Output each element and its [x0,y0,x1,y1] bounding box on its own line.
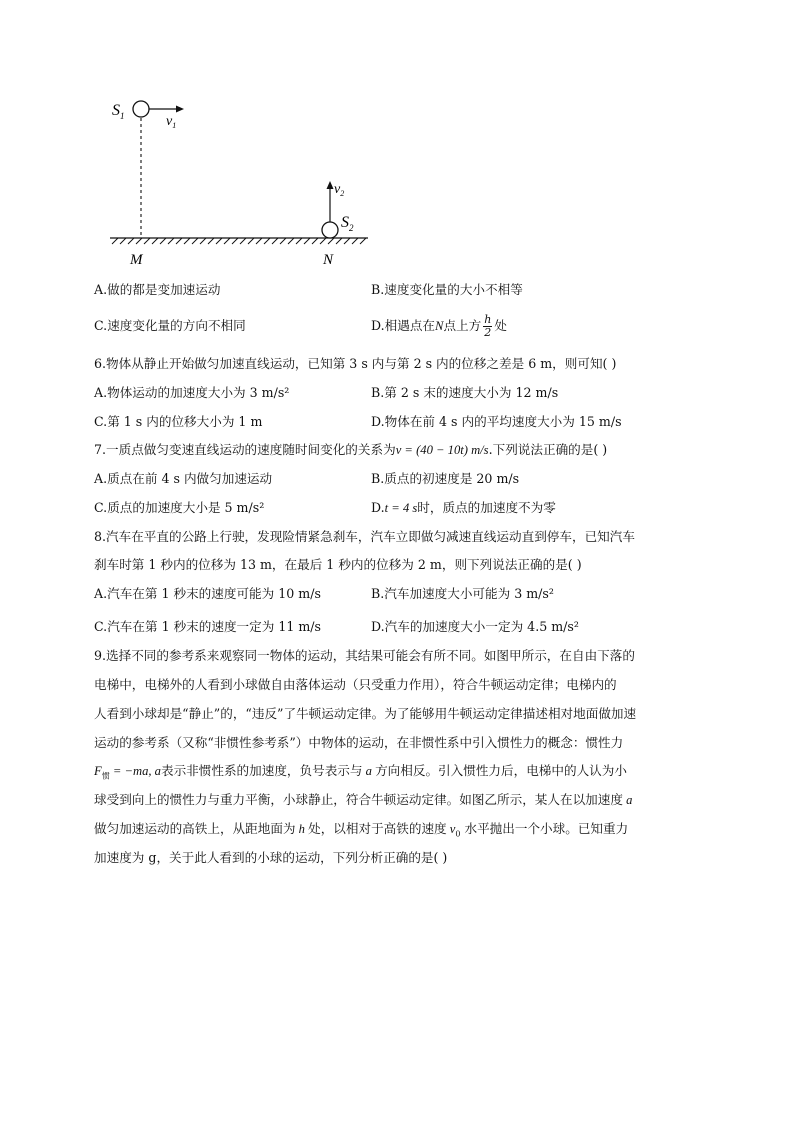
q7-option-d: D.t = 4 s时，质点的加速度不为零 [371,500,556,515]
q5-option-d: D.相遇点在N点上方 $\frac{h}{2}$ 处 [371,313,507,339]
q8-stem-line1: 8.汽车在平直的公路上行驶，发现险情紧急刹车，汽车立即做匀减速直线运动直到停车，已知汽车 [94,529,635,544]
q5-option-b: B.速度变化量的大小不相等 [371,282,523,297]
q9-line6: 球受到向上的惯性力与重力平衡，小球静止，符合牛顿运动定律。如图乙所示，某人在以加速度 a [94,792,633,807]
q7-stem: 7.一质点做匀变速直线运动的速度随时间变化的关系为v = (40 − 10t) m/s.下列说法正确的是( ) [94,442,608,457]
q8-stem-line2: 刹车时第 1 秒内的位移为 13 m，在最后 1 秒内的位移为 2 m，则下列说法正确的是( ) [94,557,582,572]
label-n: N [323,252,334,268]
q9-line5: $F_惯 = -ma$, a表示非惯性系的加速度，负号表示与 a 方向相反。引入惯性力后，电梯中的人认为小 [94,763,627,781]
q9-line1: 9.选择不同的参考系来观察同一物体的运动，其结果可能会有所不同。如图甲所示，在自由下落的 [94,648,635,663]
q9-line7: 做匀加速运动的高铁上，从距地面为 h 处，以相对于高铁的速度 $v_0$ 水平抛出一个小球。已知重力 [94,821,629,839]
q6-option-d: D.物体在前 4 s 内的平均速度大小为 15 m/s [371,414,622,429]
q9-line8: 加速度为 g，关于此人看到的小球的运动，下列分析正确的是( ) [94,850,448,865]
q7-option-c: C.质点的加速度大小是 5 m/s² [94,500,265,515]
q6-stem: 6.物体从静止开始做匀加速直线运动，已知第 3 s 内与第 2 s 内的位移之差是 6 m，则可知( ) [94,356,617,371]
ball-s1 [133,101,149,117]
q8-option-a: A.汽车在第 1 秒末的速度可能为 10 m/s [94,586,321,601]
arrowhead-v1 [176,106,184,113]
q8-option-d: D.汽车的加速度大小一定为 4.5 m/s² [371,619,579,634]
label-s2: $S_2$ [341,214,354,233]
ground-hatch [112,238,366,244]
q8-option-c: C.汽车在第 1 秒末的速度一定为 11 m/s [94,619,322,634]
q7-formula: v = (40 − 10t) m/s [395,443,489,457]
q6-option-c: C.第 1 s 内的位移大小为 1 m [94,414,263,429]
q9-line4: 运动的参考系（又称“非惯性参考系”）中物体的运动，在非惯性系中引入惯性力的概念：惯性力 [94,735,624,750]
q8-option-b: B.汽车加速度大小可能为 3 m/s² [371,586,554,601]
q5-option-a: A.做的都是变加速运动 [94,282,221,297]
label-v2: $v_2$ [334,182,345,198]
q6-option-b: B.第 2 s 末的速度大小为 12 m/s [371,385,559,400]
label-m: M [130,252,143,268]
arrowhead-v2 [327,181,334,189]
label-s1: $S_1$ [112,102,125,121]
q9-line3: 人看到小球却是“静止”的，“违反”了牛顿运动定律。为了能够用牛顿运动定律描述相对地面做加速 [94,706,637,721]
q9-line2: 电梯中，电梯外的人看到小球做自由落体运动（只受重力作用），符合牛顿运动定律；电梯内的 [94,677,617,692]
q5-option-c: C.速度变化量的方向不相同 [94,318,246,333]
motion-figure [100,92,380,272]
q7-option-a: A.质点在前 4 s 内做匀加速运动 [94,471,273,486]
label-v1: $v_1$ [166,114,177,130]
q6-option-a: A.物体运动的加速度大小为 3 m/s² [94,385,290,400]
ball-s2 [322,222,338,238]
q7-option-b: B.质点的初速度是 20 m/s [371,471,520,486]
fraction-h-over-2: $\frac{h}{2}$ [484,313,492,339]
